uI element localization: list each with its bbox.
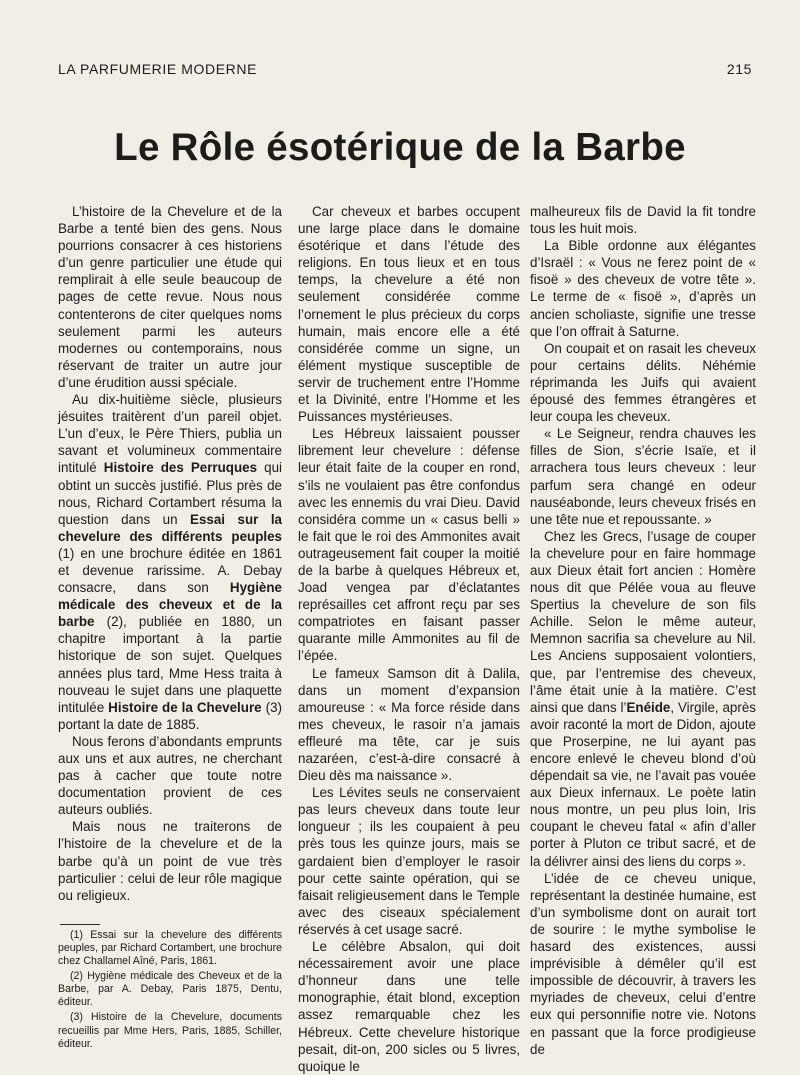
paragraph: malheureux fils de David la fit tondre tous les huit mois. [530, 204, 756, 237]
paragraph: Nous ferons d’abondants emprunts aux uns et aux autres, ne cherchant pas à cacher que toute notre documentation provient de ces auteurs oubliés. [58, 733, 282, 818]
paragraph: Mais nous ne traiterons de l’histoire de la chevelure et de la barbe qu’à un point de vue très particulier : celui de leur rôle magique ou religieux. [58, 819, 282, 903]
book-title: Hygiène médicale des cheveux et de la barbe [58, 580, 282, 630]
book-title: Histoire des Perruques [103, 460, 258, 476]
book-title: Histoire de la Chevelure [108, 699, 262, 715]
paragraph: Le célèbre Absalon, qui doit nécessairement avoir une place d’honneur dans une telle monographie, était blond, exception assez remarquable chez les Hébreux. Cette chevelure historique pesait, dit-on, 200 sicles ou 5 livres, quoique le [298, 939, 520, 1074]
footnotes [58, 929, 282, 1051]
book-title: Enéide [626, 699, 671, 715]
column-3 [530, 203, 756, 1058]
footnote: (3) Histoire de la Chevelure, documents recueillis par Mme Hers, Paris, 1885, Schiller, éditeur. [58, 1011, 282, 1050]
paragraph: Chez les Grecs, l’usage de couper la chevelure pour en faire hommage aux Dieux était fort ancien : Homère nous dit que Pélée voua au fleuve Spertius la chevelure de son fils Achille. Selon le même auteur, Memnon sacrifia sa chevelure au Nil. Les Anciens supposaient volontiers, que, par l’entremise des cheveux, l’âme était unie à la matière. C’est ainsi que dans l’Enéide, Virgile, après avoir raconté la mort de Didon, ajoute que Proserpine, ne lui ayant pas encore enlevé le cheveu blond d’où dépendait sa vie, ne l’avait pas vouée aux Dieux infernaux. Le poète latin nous montre, un peu plus loin, Iris coupant le cheveu fatal « afin d’aller porter à Pluton ce tribut sacré, et de la délivrer ainsi des liens du corps ». [530, 528, 756, 869]
footnote-divider [60, 924, 100, 925]
book-title: Essai sur la chevelure des différents peuples [58, 511, 282, 544]
footnote: (1) Essai sur la chevelure des différents peuples, par Richard Cortambert, une brochure chez Challamel Aîné, Paris, 1861. [58, 928, 282, 968]
column-2 [298, 203, 520, 1075]
footnote: (2) Hygiène médicale des Cheveux et de la Barbe, par A. Debay, Paris 1875, Dentu, éditeur. [58, 970, 282, 1009]
page-header [58, 61, 752, 83]
page-number: 215 [726, 61, 752, 77]
paragraph: Le fameux Samson dit à Dalila, dans un moment d’expansion amoureuse : « Ma force réside dans mes cheveux, le rasoir n’a jamais effleuré ma tête, car je suis nazaréen, c’est-à-dire consacré à Dieu dès ma naissance ». [298, 665, 520, 784]
paragraph: Car cheveux et barbes occupent une large place dans le domaine ésotérique et dans l’étude des religions. En tous lieux et en tous temps, la chevelure a été non seulement considérée comme l’ornement le plus précieux du corps humain, mais encore elle a été considérée comme un signe, un élément mystique susceptible de servir de truchement entre l’Homme et la Divinité, entre l’Homme et les Puissances mystérieuses. [298, 204, 520, 425]
paragraph: La Bible ordonne aux élégantes d’Israël : « Vous ne ferez point de « fisoë » des cheveux de votre tête ». Le terme de « fisoë », d’après un ancien scholiaste, signifie une tresse que l’on offrait à Saturne. [530, 238, 756, 339]
paragraph: « Le Seigneur, rendra chauves les filles de Sion, s’écrie Isaïe, et il arrachera tous leurs cheveux : leur parfum sera changé en odeur nauséabonde, leurs cheveux frisés en une tête nue et repoussante. » [530, 426, 756, 527]
column-1 [58, 203, 282, 1053]
paragraph: Les Hébreux laissaient pousser librement leur chevelure : défense leur était faite de la couper en rond, s’ils ne voulaient pas être confondus avec les ennemis du vrai Dieu. David considéra comme un « casus belli » le fait que le roi des Ammonites avait outrageusement fait couper la moitié de la barbe à quelques Hébreux et, Joad vengea par d’éclatantes représailles cet affront reçu par ses compatriotes en faisant passer quarante mille Ammonites au fil de l’épée. [298, 426, 520, 664]
paragraph: L’idée de ce cheveu unique, représentant la destinée humaine, est d’un symbolisme dont on aurait tort de sourire : le mythe symbolise le hasard des existences, aussi imprévisible à démêler qu’il est impossible de découvrir, à travers les myriades de cheveux, celui d’entre eux qui personnifie notre vie. Notons en passant que la force prodigieuse de [530, 870, 756, 1057]
paragraph: L’histoire de la Chevelure et de la Barbe a tenté bien des gens. Nous pourrions consacrer à ces historiens d’un genre particulier une étude qui remplirait à elle seule beaucoup de pages de cette revue. Nous nous contenterons de citer quelques noms seulement parmi les auteurs modernes ou contemporains, nous réservant de traiter un autre jour d’une érudition aussi spéciale. [58, 204, 282, 390]
paragraph: Au dix-huitième siècle, plusieurs jésuites traitèrent d’un pareil objet. L’un d’eux, le Père Thiers, publia un savant et volumineux commentaire intitulé Histoire des Perruques qui obtint un succès justifié. Plus près de nous, Richard Cortambert résuma la question dans un Essai sur la chevelure des différents peuples (1) en une brochure éditée en 1861 et devenue rarissime. A. Debay consacre, dans son Hygiène médicale des cheveux et de la barbe (2), publiée en 1880, un chapitre important à la partie historique de son sujet. Quelques années plus tard, Mme Hess traita à nouveau le sujet dans une plaquette intitulée Histoire de la Chevelure (3) portant la date de 1885. [58, 392, 283, 732]
paragraph: Les Lévites seuls ne conservaient pas leurs cheveux dans toute leur longueur ; ils les coupaient à peu près tous les quinze jours, mais se gardaient bien d’employer le rasoir pour cette sainte opération, qui se faisait religieusement dans le Temple avec des ciseaux spécialement réservés à cet usage sacré. [298, 785, 520, 937]
paragraph: On coupait et on rasait les cheveux pour certains délits. Néhémie réprimanda les Juifs qui avaient épousé des femmes étrangères et leur coupa les cheveux. [530, 340, 756, 425]
article-title: Le Rôle ésotérique de la Barbe [114, 126, 686, 169]
running-title: LA PARFUMERIE MODERNE [58, 61, 258, 77]
